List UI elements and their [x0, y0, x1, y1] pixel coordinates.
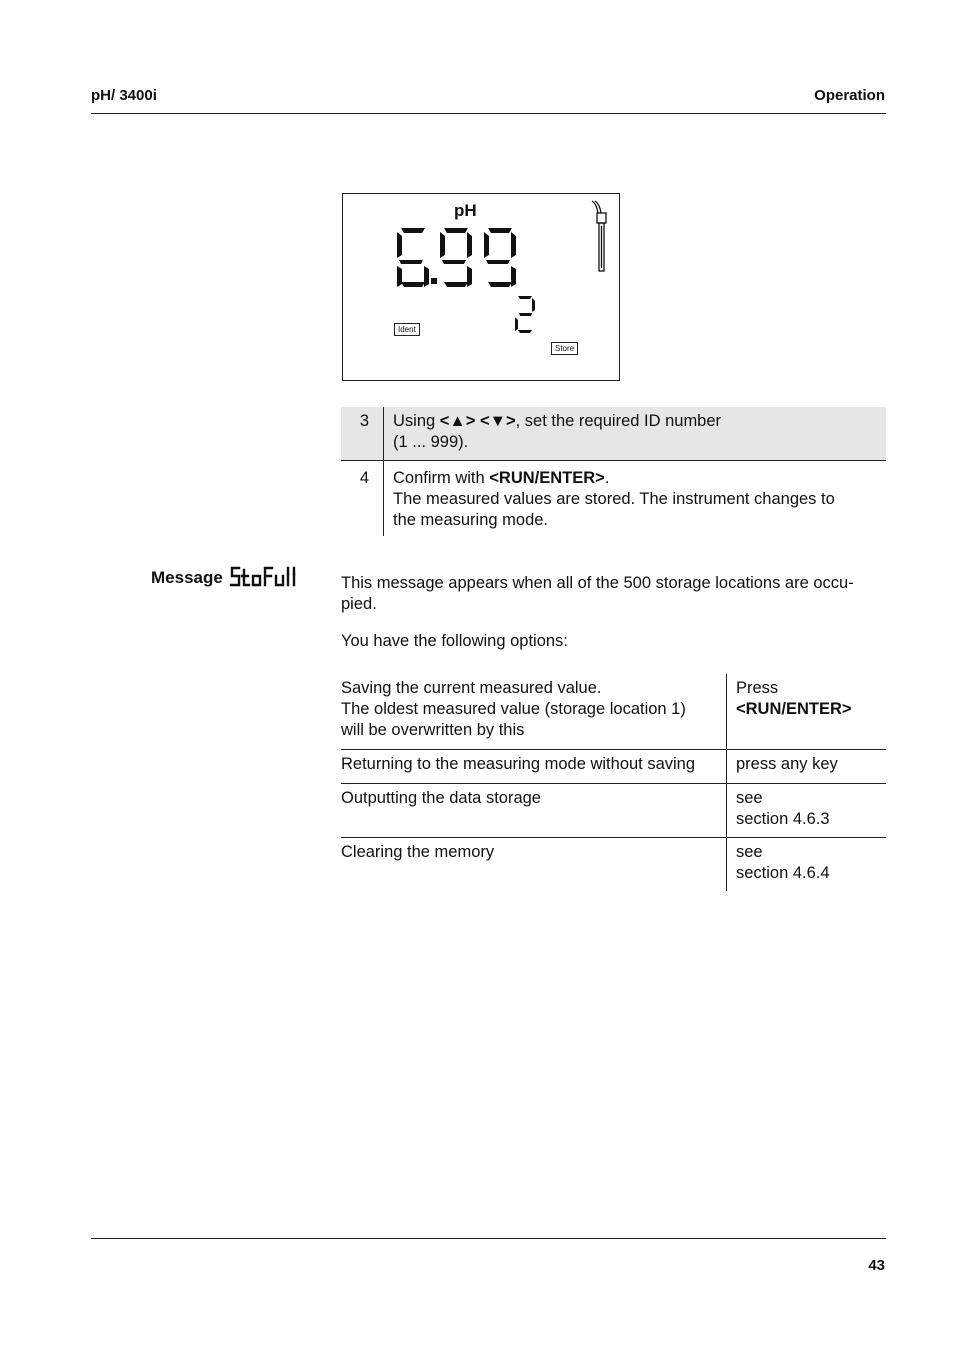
option-action: see section 4.6.3 — [736, 789, 830, 828]
option-row — [341, 783, 886, 837]
display-unit: pH — [454, 201, 477, 220]
option-row — [341, 674, 886, 749]
option-description: Returning to the measuring mode without saving — [341, 750, 727, 783]
option-row — [341, 837, 886, 891]
options-intro: You have the following options: — [341, 632, 568, 650]
option-description: Outputting the data storage — [341, 784, 727, 837]
option-description: Clearing the memory — [341, 838, 727, 891]
step-row — [341, 461, 886, 536]
stofull-display-code — [229, 566, 297, 588]
header-rule — [91, 113, 886, 114]
option-action: press any key — [736, 755, 838, 773]
step-text: Confirm with <RUN/ENTER>. The measured values are stored. The instrument changes to the measuring mode. — [393, 469, 835, 529]
seven-segment-digits — [343, 194, 621, 382]
option-action: see section 4.6.4 — [736, 843, 830, 882]
step-number: 4 — [341, 461, 384, 536]
option-action: Press <RUN/ENTER> — [736, 679, 852, 718]
running-header-right: Operation — [814, 87, 885, 104]
ident-indicator: Ident — [394, 323, 420, 336]
running-header-left: pH/ 3400i — [91, 87, 157, 104]
step-number: 3 — [341, 407, 384, 460]
option-description: Saving the current measured value. The oldest measured value (storage location 1) will be overwritten by this — [341, 674, 727, 749]
step-text: Using <▲> <▼>, set the required ID number (1 ... 999). — [393, 412, 722, 451]
page-number: 43 — [868, 1257, 885, 1274]
message-heading: Message — [151, 566, 297, 588]
options-table — [341, 674, 886, 891]
store-indicator: Store — [551, 342, 578, 355]
option-row — [341, 749, 886, 783]
steps-table — [341, 407, 886, 536]
step-row — [341, 407, 886, 461]
instrument-display — [342, 193, 620, 381]
message-description: This message appears when all of the 500 storage locations are occu- pied. — [341, 574, 854, 613]
footer-rule — [91, 1238, 886, 1239]
